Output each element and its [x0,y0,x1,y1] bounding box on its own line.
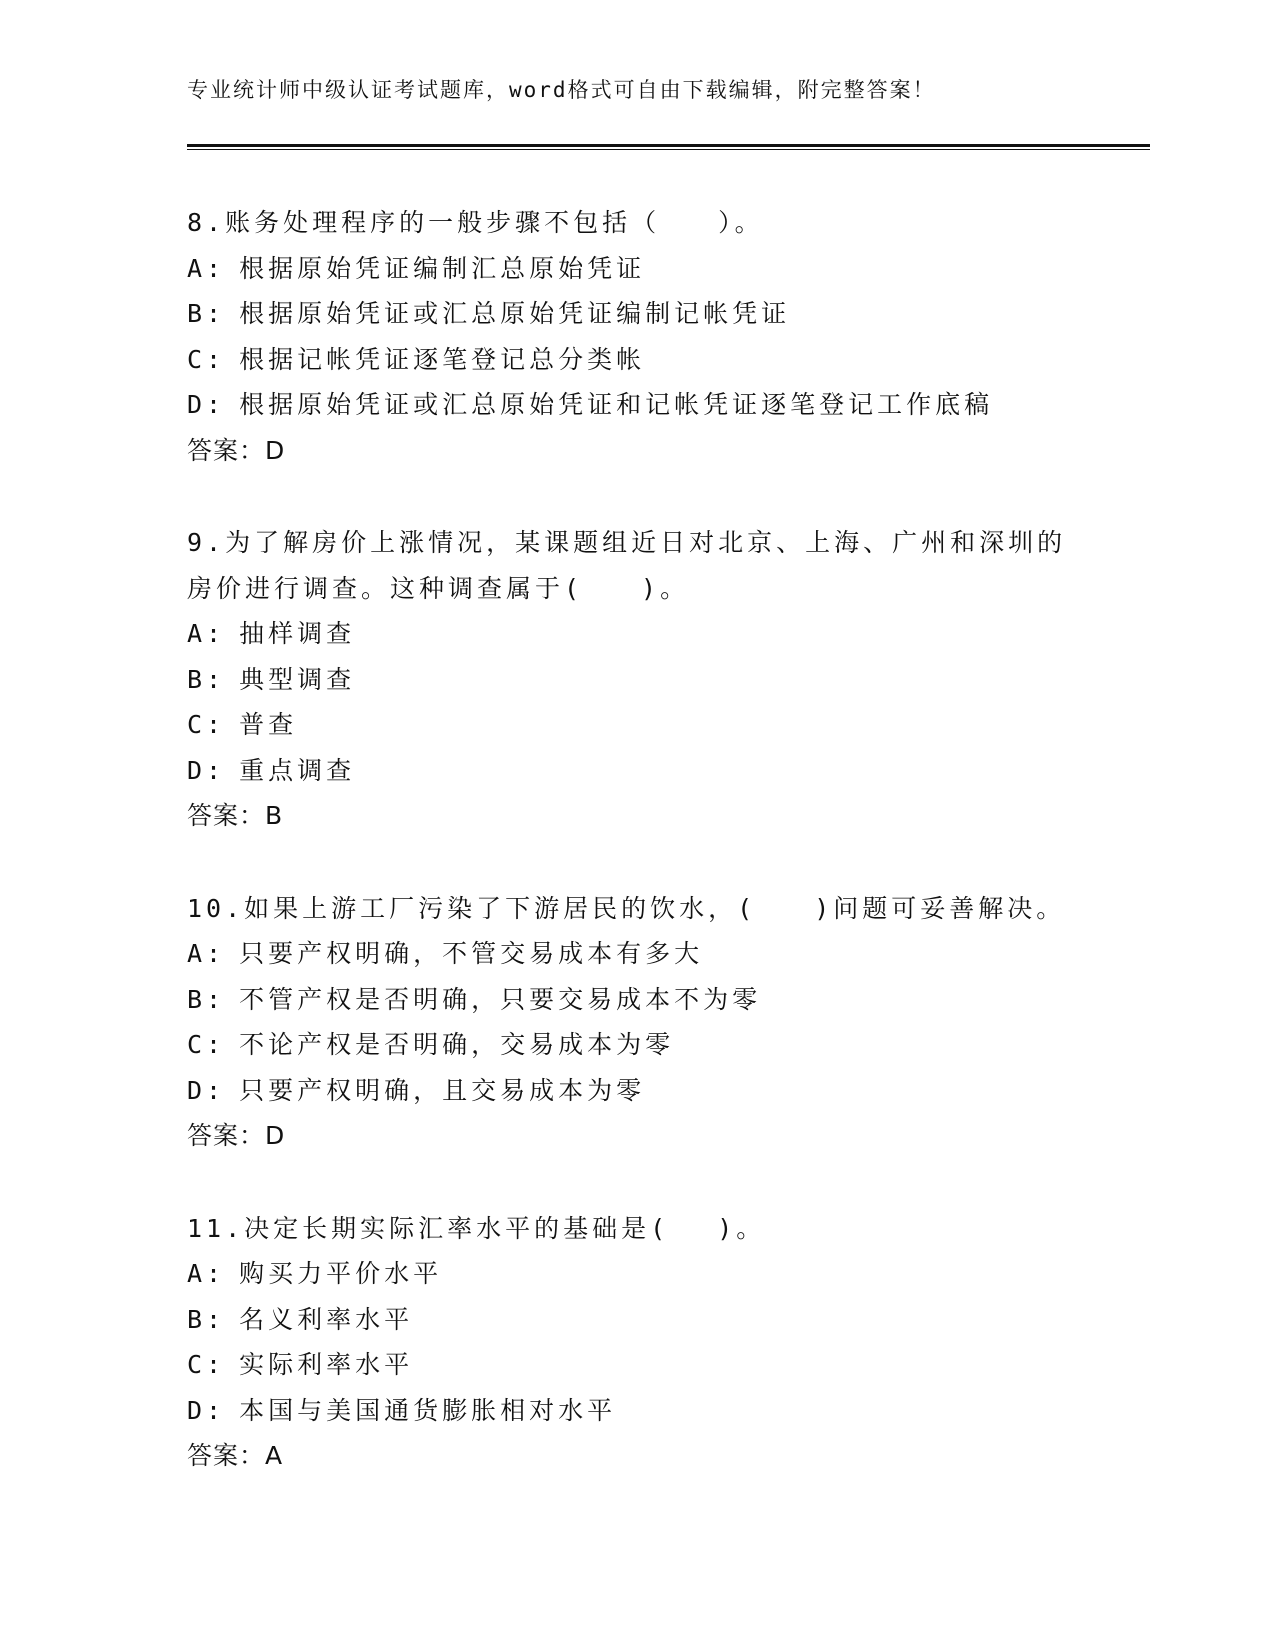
option-letter: B: [187,1304,226,1334]
option-a [187,246,1087,292]
option-text: 根据原始凭证或汇总原始凭证和记帐凭证逐笔登记工作底稿 [239,390,994,419]
option-a [187,1251,1087,1297]
option-b [187,291,1087,337]
option-text: 根据原始凭证或汇总原始凭证编制记帐凭证 [239,299,791,328]
option-text: 重点调查 [239,755,356,785]
question-11 [187,1206,1087,1479]
option-letter: A: [187,253,226,283]
option-letter: A: [187,939,226,968]
option-text: 抽样调查 [239,619,356,648]
option-letter: D: [187,1395,226,1425]
option-c [187,1342,1087,1388]
option-letter: A: [187,619,226,648]
option-letter: B: [187,984,226,1014]
option-text: 只要产权明确，且交易成本为零 [239,1075,646,1105]
answer-line: 答案：B [187,801,284,830]
question-stem: 11.决定长期实际汇率水平的基础是( )。 [187,1213,766,1243]
option-letter: D: [187,1075,226,1105]
option-c [187,1022,1087,1068]
header-divider [187,144,1150,147]
option-a [187,611,1087,657]
option-text: 根据原始凭证编制汇总原始凭证 [239,253,646,283]
question-stem: 9.为了解房价上涨情况，某课题组近日对北京、上海、广州和深圳的 [187,528,1067,557]
option-b [187,1297,1087,1343]
option-letter: B: [187,664,226,694]
question-9 [187,520,1087,839]
option-b [187,977,1087,1023]
option-d [187,382,1087,428]
option-c [187,702,1087,748]
option-letter: A: [187,1259,226,1288]
option-d [187,748,1087,794]
option-letter: D: [187,390,226,419]
option-letter: B: [187,299,226,328]
option-letter: C: [187,710,226,739]
question-10 [187,886,1087,1159]
option-letter: C: [187,1350,226,1379]
option-text: 典型调查 [239,664,356,694]
option-a [187,931,1087,977]
option-text: 实际利率水平 [239,1350,414,1379]
option-text: 购买力平价水平 [239,1259,443,1288]
answer-line: 答案：A [187,1441,284,1470]
option-text: 本国与美国通货膨胀相对水平 [239,1395,617,1425]
option-text: 只要产权明确，不管交易成本有多大 [239,939,704,968]
option-text: 普查 [239,710,298,739]
question-stem: 10.如果上游工厂污染了下游居民的饮水，( )问题可妥善解决。 [187,893,1066,923]
option-d [187,1388,1087,1434]
option-letter: D: [187,755,226,785]
question-8 [187,200,1087,473]
option-text: 名义利率水平 [239,1304,414,1334]
question-stem-continued: 房价进行调查。这种调查属于( )。 [187,573,690,603]
option-text: 不论产权是否明确，交易成本为零 [239,1030,675,1059]
option-c [187,337,1087,383]
answer-line: 答案：D [187,1121,286,1150]
answer-line: 答案：D [187,435,286,465]
option-letter: C: [187,344,226,374]
option-b [187,657,1087,703]
header-divider-thin [187,149,1150,150]
option-d [187,1068,1087,1114]
question-list [187,200,1087,1526]
option-letter: C: [187,1030,226,1059]
question-stem: 8.账务处理程序的一般步骤不包括（ ）。 [187,208,764,237]
page-header: 专业统计师中级认证考试题库，word格式可自由下载编辑，附完整答案！ [187,78,936,102]
option-text: 根据记帐凭证逐笔登记总分类帐 [239,344,646,374]
option-text: 不管产权是否明确，只要交易成本不为零 [239,984,762,1014]
